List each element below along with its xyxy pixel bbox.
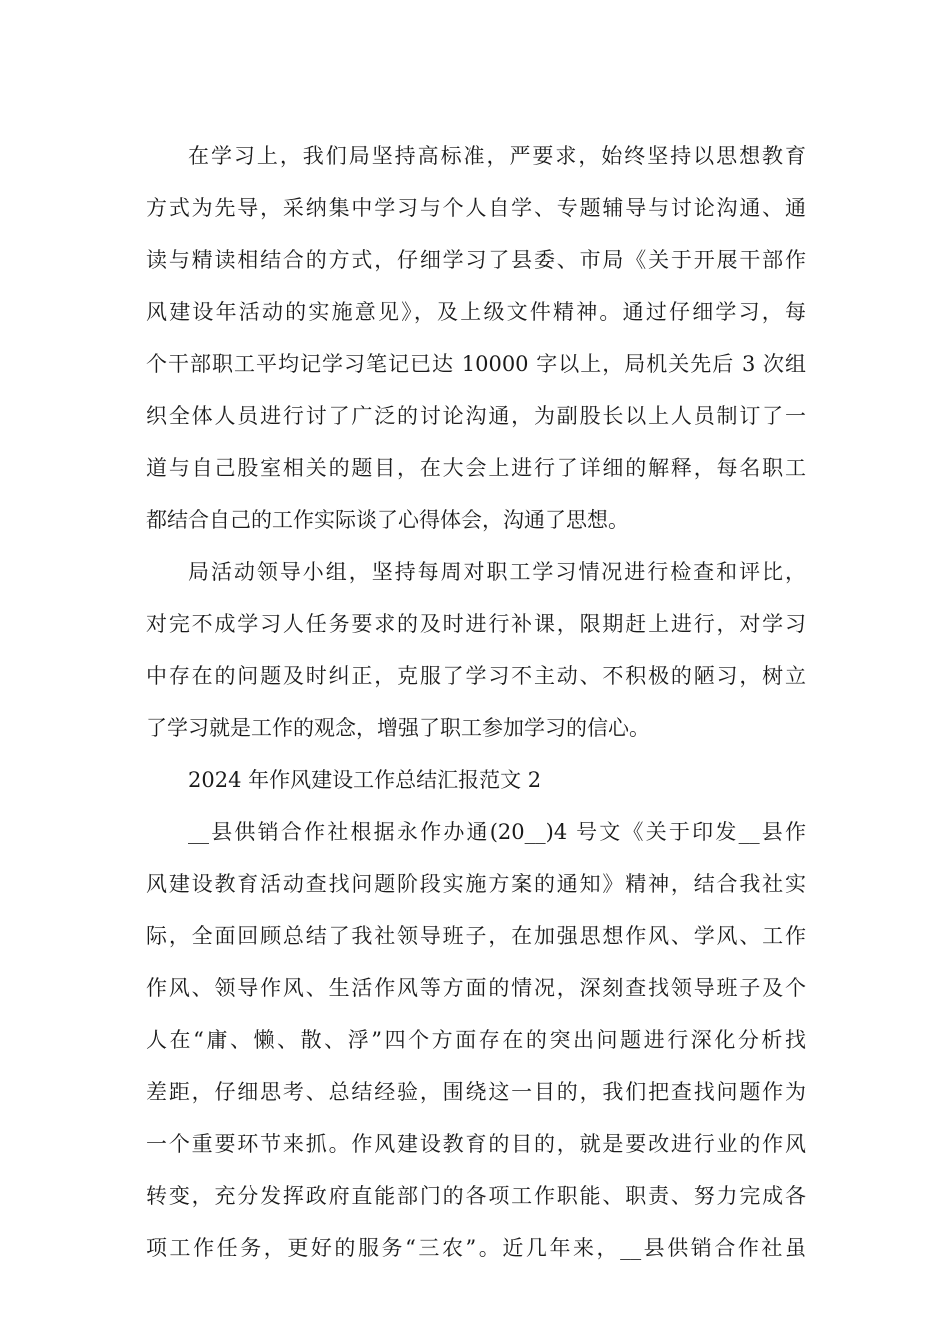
text-line: 一个重要环节来抓。作风建设教育的目的，就是要改进行业的作风 bbox=[146, 1132, 806, 1156]
paragraph-supply-coop bbox=[146, 806, 806, 1274]
section-heading bbox=[146, 754, 806, 806]
text-line: 人在“庸、懒、散、浮”四个方面存在的突出问题进行深化分析找 bbox=[146, 1028, 806, 1052]
heading-line: 2024 年作风建设工作总结汇报范文 2 bbox=[188, 768, 542, 792]
text-line: 读与精读相结合的方式，仔细学习了县委、市局《关于开展干部作 bbox=[146, 248, 806, 272]
text-line: 转变，充分发挥政府直能部门的各项工作职能、职责、努力完成各 bbox=[146, 1184, 806, 1208]
text-line: 项工作任务，更好的服务“三农”。近几年来，__县供销合作社虽 bbox=[146, 1236, 806, 1260]
text-line: 对完不成学习人任务要求的及时进行补课，限期赶上进行，对学习 bbox=[146, 612, 806, 636]
text-line: 都结合自己的工作实际谈了心得体会，沟通了思想。 bbox=[146, 508, 629, 532]
text-line: 差距，仔细思考、总结经验，围绕这一目的，我们把查找问题作为 bbox=[146, 1080, 806, 1104]
paragraph-study bbox=[146, 130, 806, 546]
text-line: 道与自己股室相关的题目，在大会上进行了详细的解释，每名职工 bbox=[146, 456, 806, 480]
text-line: 中存在的问题及时纠正，克服了学习不主动、不积极的陋习，树立 bbox=[146, 664, 806, 688]
text-line: 个干部职工平均记学习笔记已达 10000 字以上，局机关先后 3 次组 bbox=[146, 352, 806, 376]
text-line: 织全体人员进行讨了广泛的讨论沟通，为副股长以上人员制订了一 bbox=[146, 404, 806, 428]
document-page bbox=[146, 130, 806, 1274]
text-line: 际，全面回顾总结了我社领导班子，在加强思想作风、学风、工作 bbox=[146, 924, 806, 948]
text-line: 风建设年活动的实施意见》，及上级文件精神。通过仔细学习，每 bbox=[146, 300, 806, 324]
text-line: 在学习上，我们局坚持高标准，严要求，始终坚持以思想教育 bbox=[188, 144, 806, 168]
text-line: 方式为先导，采纳集中学习与个人自学、专题辅导与讨论沟通、通 bbox=[146, 196, 806, 220]
text-line: 作风、领导作风、生活作风等方面的情况，深刻查找领导班子及个 bbox=[146, 976, 806, 1000]
text-line: 了学习就是工作的观念，增强了职工参加学习的信心。 bbox=[146, 716, 650, 740]
text-line: __县供销合作社根据永作办通(20__)4 号文《关于印发__县作 bbox=[188, 820, 806, 844]
text-line: 风建设教育活动查找问题阶段实施方案的通知》精神，结合我社实 bbox=[146, 872, 806, 896]
paragraph-leadership-group bbox=[146, 546, 806, 754]
text-line: 局活动领导小组，坚持每周对职工学习情况进行检查和评比， bbox=[188, 560, 806, 584]
